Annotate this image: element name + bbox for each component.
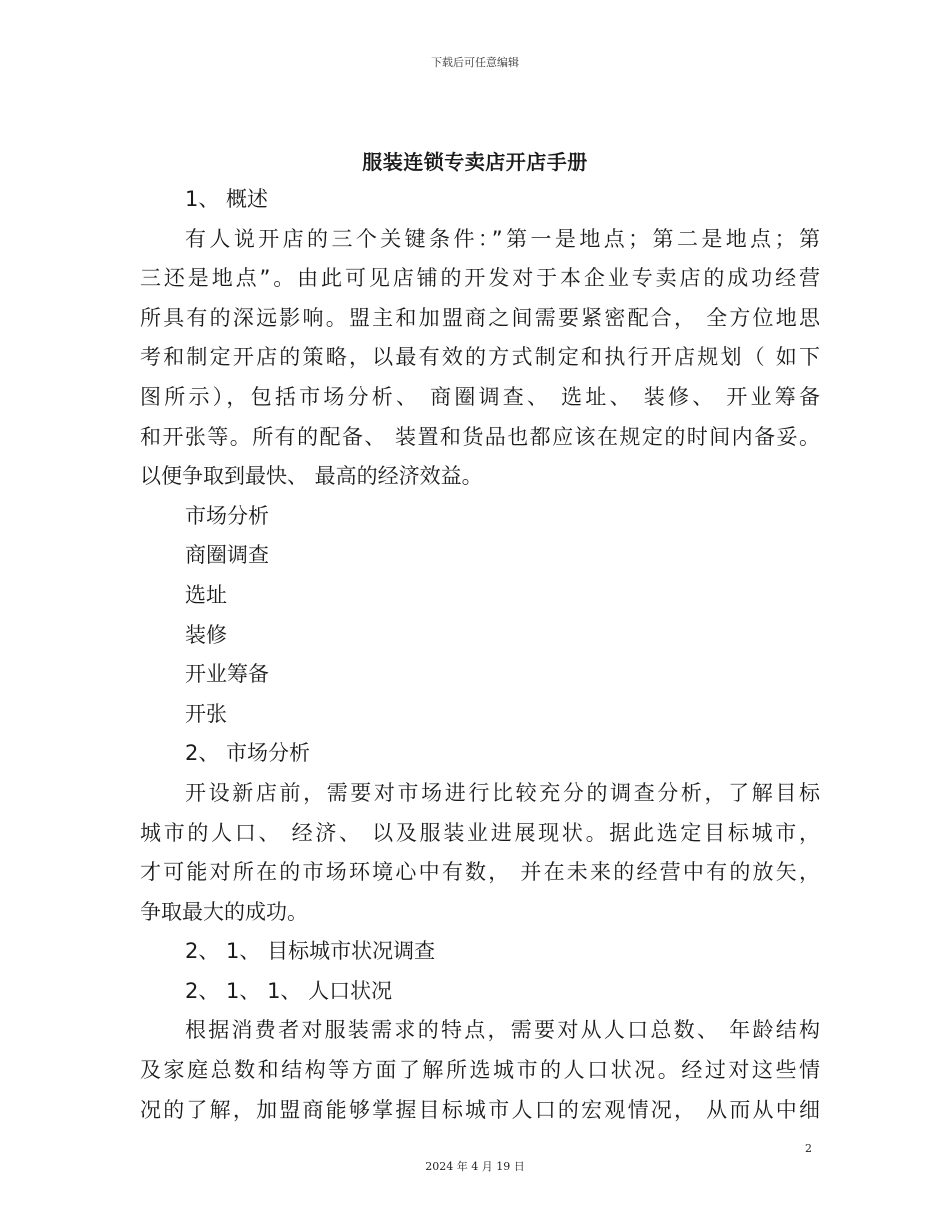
paragraph-line: 争取最大的成功。 xyxy=(140,899,308,924)
list-item: 开业筹备 xyxy=(185,662,269,687)
paragraph-line: 况的了解，加盟商能够掌握目标城市人口的宏观情况， 从而从中细 xyxy=(140,1097,820,1122)
paragraph-line: 图所示），包括市场分析、 商圈调查、 选址、 装修、 开业筹备 xyxy=(140,384,820,409)
list-item: 开张 xyxy=(185,701,227,726)
paragraph-line: 有人说开店的三个关键条件：”第一是地点；第二是地点；第 xyxy=(185,226,820,251)
paragraph-line: 及家庭总数和结构等方面了解所选城市的人口状况。经过对这些情 xyxy=(140,1058,820,1083)
section-heading: 1、 概述 xyxy=(185,187,269,211)
page-footer-date: 2024 年 4 月 19 日 xyxy=(425,1160,525,1173)
list-item: 商圈调查 xyxy=(185,543,269,568)
page-number: 2 xyxy=(805,1142,812,1155)
page-header: 下载后可任意编辑 xyxy=(431,56,519,69)
subsection-heading: 2、 1、 目标城市状况调查 xyxy=(185,939,436,964)
list-item: 市场分析 xyxy=(185,503,269,528)
paragraph-line: 根据消费者对服装需求的特点，需要对从人口总数、 年龄结构 xyxy=(185,1018,820,1043)
paragraph-line: 和开张等。所有的配备、 装置和货品也都应该在规定的时间内备妥。 xyxy=(140,424,820,449)
paragraph-line: 城市的人口、 经济、 以及服装业进展现状。据此选定目标城市， xyxy=(140,820,820,845)
list-item: 选址 xyxy=(185,582,227,607)
document-body xyxy=(140,180,820,1130)
paragraph-line: 以便争取到最快、 最高的经济效益。 xyxy=(140,464,483,489)
paragraph-line: 所具有的深远影响。盟主和加盟商之间需要紧密配合， 全方位地思 xyxy=(140,305,820,330)
paragraph-line: 开设新店前，需要对市场进行比较充分的调查分析，了解目标 xyxy=(185,780,820,805)
paragraph-line: 三还是地点”。由此可见店铺的开发对于本企业专卖店的成功经营 xyxy=(140,266,820,291)
subsection-heading: 2、 1、 1、 人口状况 xyxy=(185,978,393,1003)
list-item: 装修 xyxy=(185,622,227,647)
section-heading: 2、 市场分析 xyxy=(185,741,311,766)
paragraph-line: 考和制定开店的策略，以最有效的方式制定和执行开店规划（ 如下 xyxy=(140,345,820,370)
paragraph-line: 才可能对所在的市场环境心中有数， 并在未来的经营中有的放矢， xyxy=(140,860,820,885)
document-title: 服装连锁专卖店开店手册 xyxy=(362,150,588,174)
